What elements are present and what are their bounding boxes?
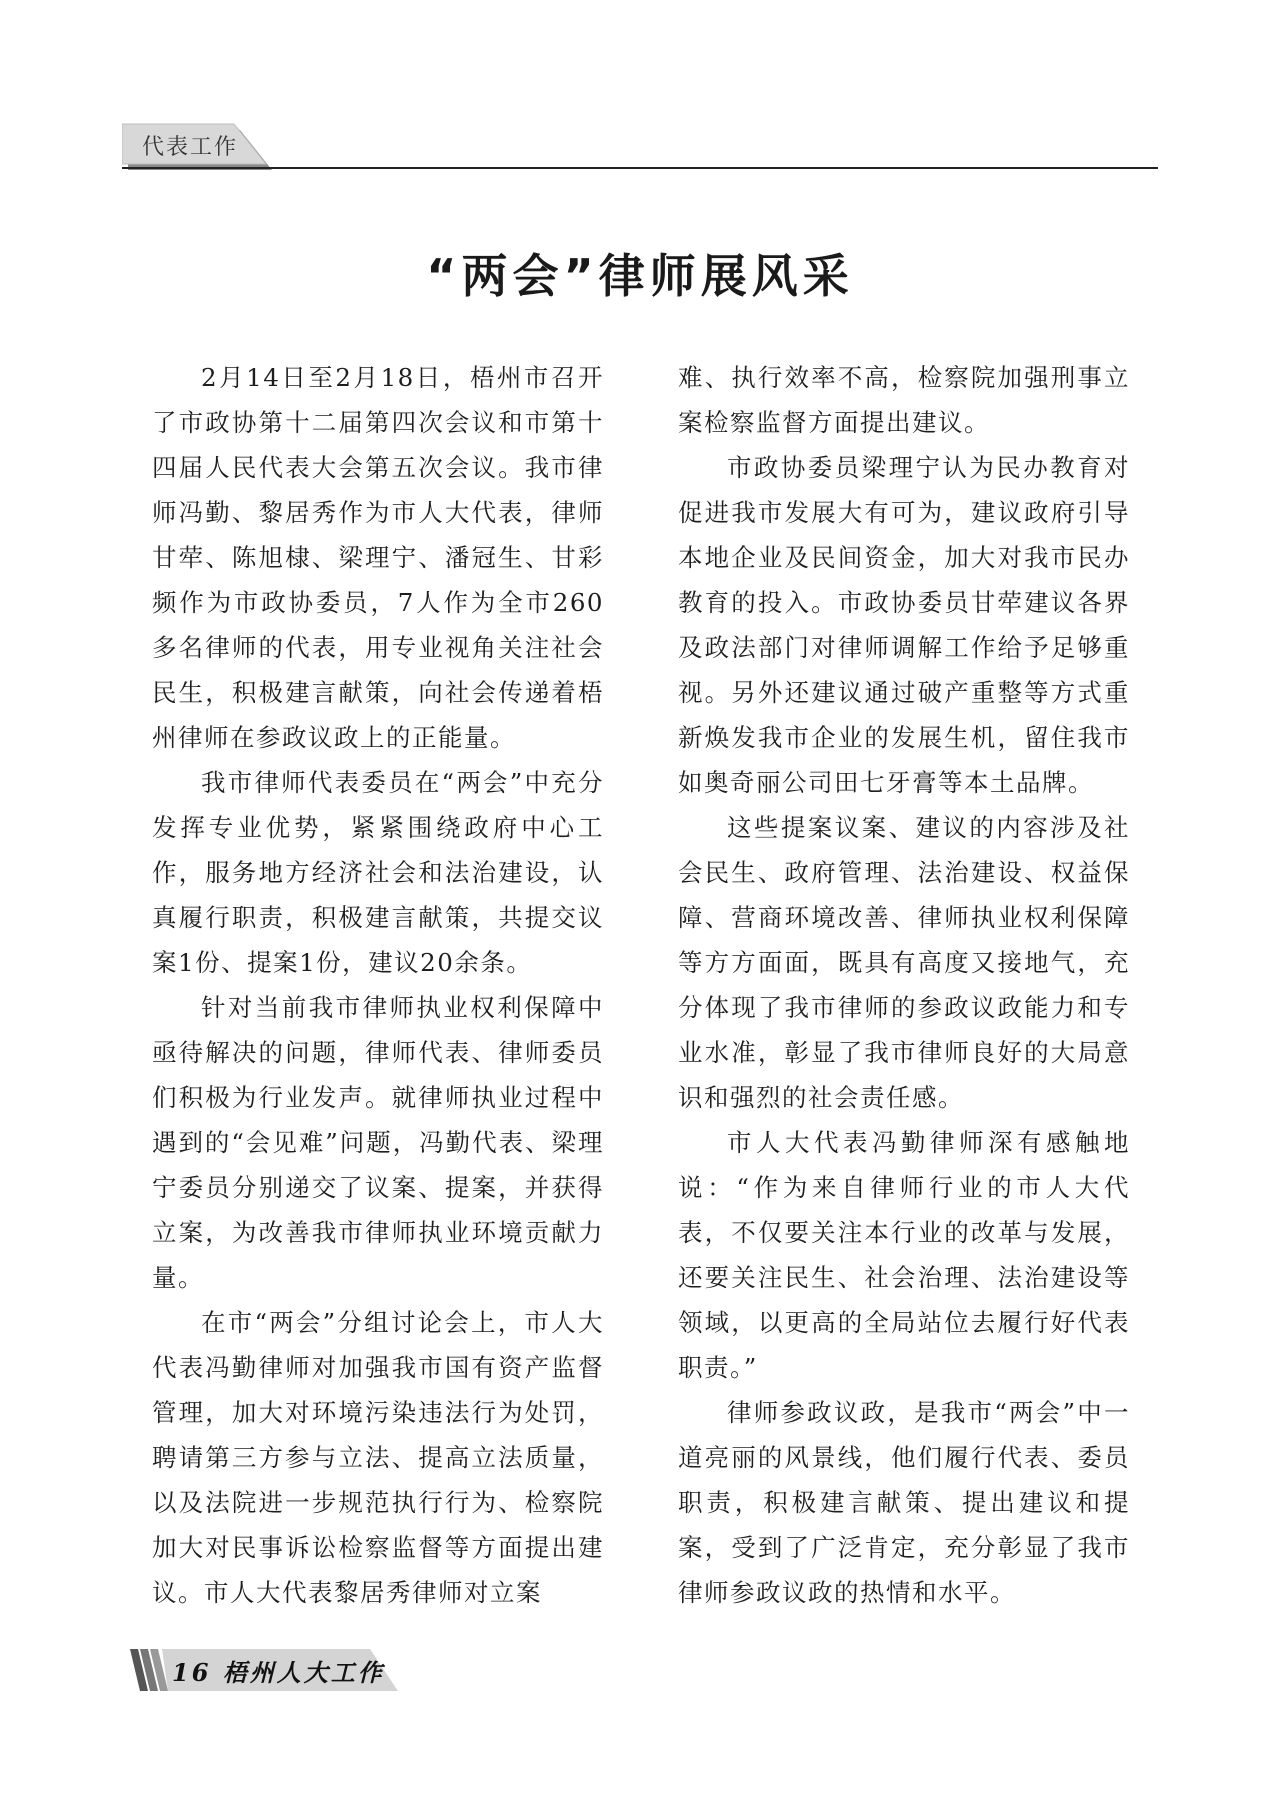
paragraph: 在市“两会”分组讨论会上，市人大代表冯勤律师对加强我市国有资产监督管理，加大对环境污染违法行为处罚，聘请第三方参与立法、提高立法质量，以及法院进一步规范执行行为、检察院加大对民事诉讼检察监督等方面提出建议。市人大代表黎居秀律师对立案 (152, 1308, 604, 1607)
paragraph: 市政协委员梁理宁认为民办教育对促进我市发展大有可为，建议政府引导本地企业及民间资金，加大对我市民办教育的投入。市政协委员甘荦建议各界及政法部门对律师调解工作给予足够重视。另外还建议通过破产重整等方式重新焕发我市企业的发展生机，留住我市如奥奇丽公司田七牙膏等本土品牌。 (678, 453, 1130, 797)
paragraph: 我市律师代表委员在“两会”中充分发挥专业优势，紧紧围绕政府中心工作，服务地方经济社会和法治建设，认真履行职责，积极建言献策，共提交议案1份、提案1份，建议20余条。 (152, 768, 604, 977)
section-tab (122, 122, 277, 172)
section-label: 代表工作 (142, 135, 239, 160)
header-rule (122, 167, 1158, 169)
article-title: “两会”律师展风采 (426, 249, 854, 303)
paragraph: 市人大代表冯勤律师深有感触地说：“作为来自律师行业的市人大代表，不仅要关注本行业的改革与发展，还要关注民生、社会治理、法治建设等领域，以更高的全局站位去履行好代表职责。” (678, 1128, 1130, 1382)
left-column (152, 355, 604, 1615)
page-footer (130, 1645, 410, 1695)
paragraph: 针对当前我市律师执业权利保障中亟待解决的问题，律师代表、律师委员们积极为行业发声。就律师执业过程中遇到的“会见难”问题，冯勤代表、梁理宁委员分别递交了议案、提案，并获得立案，为改善我市律师执业环境贡献力量。 (152, 993, 604, 1292)
right-column (678, 355, 1130, 1615)
footer-page-label: 16 梧州人大工作 (172, 1658, 385, 1687)
paragraph: 2月14日至2月18日，梧州市召开了市政协第十二届第四次会议和市第十四届人民代表大会第五次会议。我市律师冯勤、黎居秀作为市人大代表，律师甘荦、陈旭棣、梁理宁、潘冠生、甘彩频作为市政协委员，7人作为全市260多名律师的代表，用专业视角关注社会民生，积极建言献策，向社会传递着梧州律师在参政议政上的正能量。 (152, 363, 604, 752)
paragraph: 律师参政议政，是我市“两会”中一道亮丽的风景线，他们履行代表、委员职责，积极建言献策、提出建议和提案，受到了广泛肯定，充分彰显了我市律师参政议政的热情和水平。 (678, 1398, 1130, 1607)
paragraph-continued: 难、执行效率不高，检察院加强刑事立案检察监督方面提出建议。 (678, 363, 1130, 437)
paragraph: 这些提案议案、建议的内容涉及社会民生、政府管理、法治建设、权益保障、营商环境改善、律师执业权利保障等方方面面，既具有高度又接地气，充分体现了我市律师的参政议政能力和专业水准，彰显了我市律师良好的大局意识和强烈的社会责任感。 (678, 813, 1130, 1112)
